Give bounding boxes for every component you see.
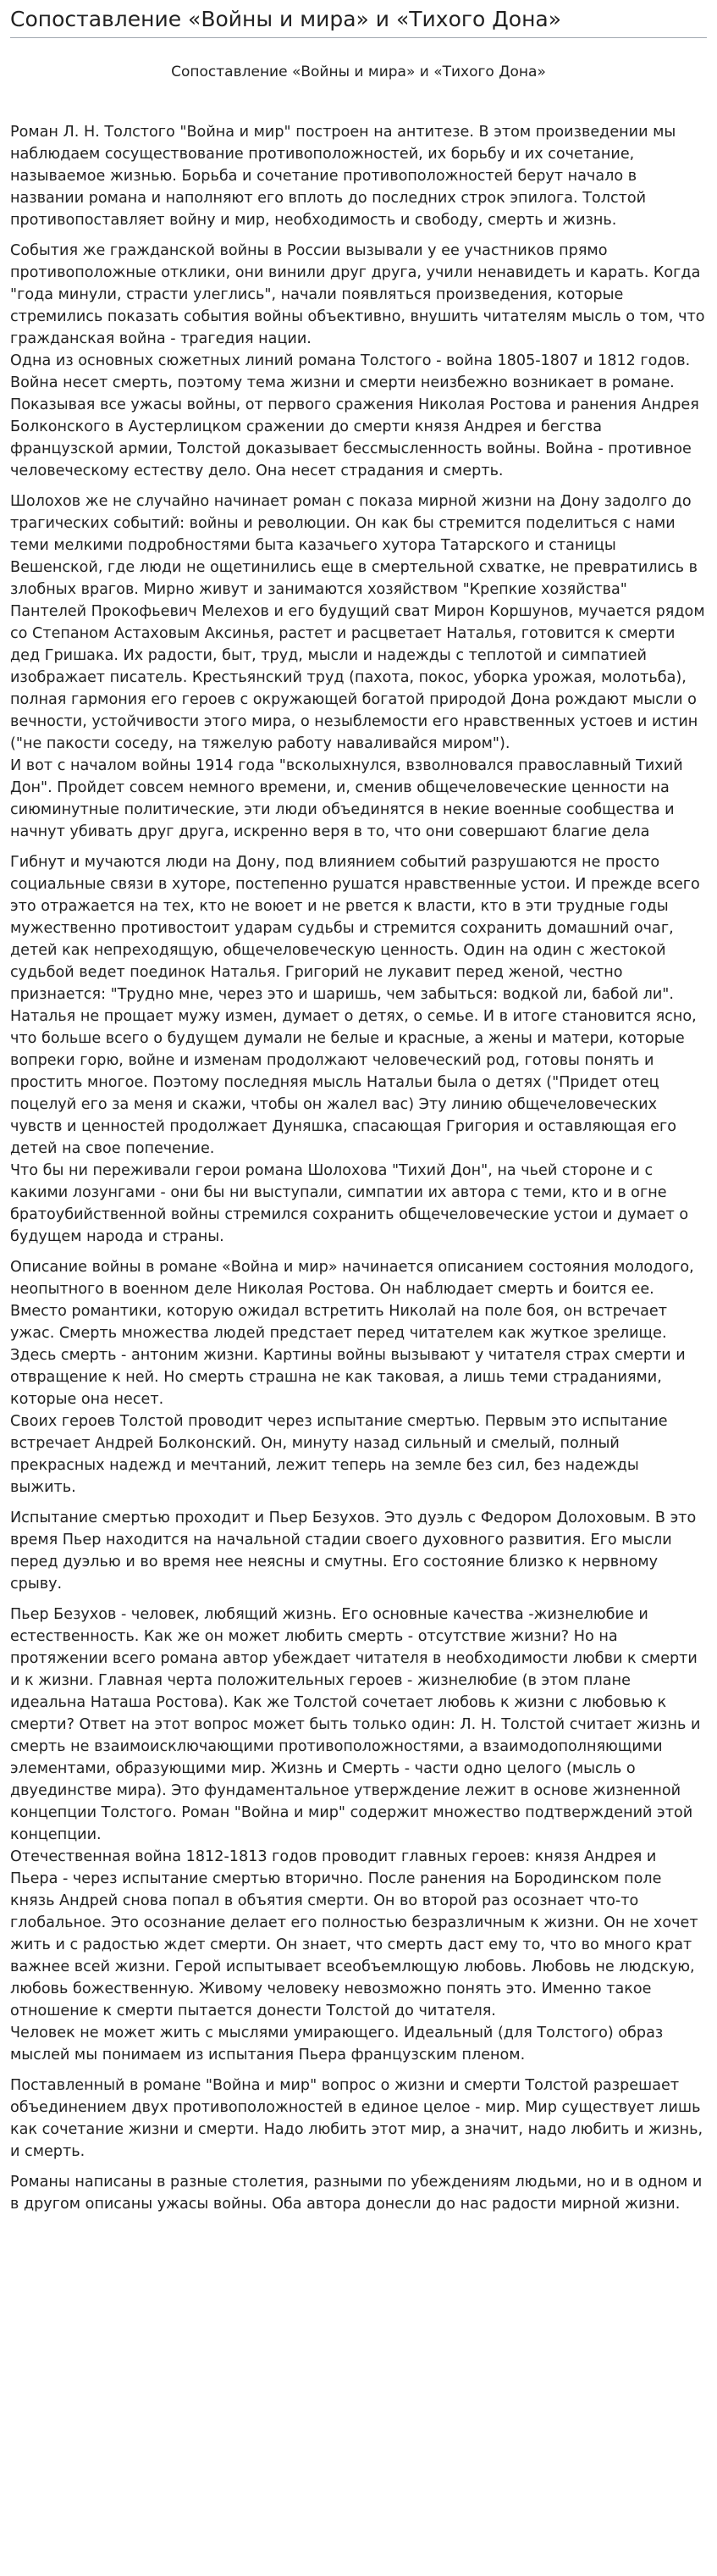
article-paragraph: Испытание смертью проходит и Пьер Безухов. Это дуэль с Федором Долоховым. В это время Пьер находится на начальной стадии своего духовного развития. Его мысли перед дуэлью и во время нее неясны и смутны. Его состояние близко к нервному срыву. (10, 1510, 697, 1593)
article-paragraph: Пьер Безухов - человек, любящий жизнь. Его основные качества -жизнелюбие и естественность. Как же он может любить смерть - отсутствие жизни? Но на протяжении всего романа автор убеждает читателя в необходимости любви к смерти и к жизни. Главная черта положительных героев - жизнелюбие (в этом плане идеальна Наташа Ростова). Как же Толстой сочетает любовь к жизни с любовью к смерти? Ответ на этот вопрос может быть только один: Л. Н. Толстой считает жизнь и смерть не взаимоисключающими противоположностями, а взаимодополняющими элементами, образующими мир. Жизнь и Смерть - части одно целого (мысль о двуединстве мира). Это фундаментальное утверждение лежит в основе жизненной концепции Толстого. Роман "Война и мир" содержит множество подтверждений этой концепции. Отечественная война 1812-1813 годов проводит главных героев: князя Андрея и Пьера - через испытание смертью вторично. После ранения на Бородинском поле князь Андрей снова попал в объятия смерти. Он во второй раз осознает что-то глобальное. Это осознание делает его полностью безразличным к жизни. Он не хочет жить и с радостью ждет смерти. Он знает, что смерть даст ему то, что во много крат важнее всей жизни. Герой испытывает всеобъемлющую любовь. Любовь не людскую, любовь божественную. Живому человеку невозможно понять это. Именно такое отношение к смерти пытается донести Толстой до читателя. Человек не может жить с мыслями умирающего. Идеальный (для Толстого) образ мыслей мы понимаем из испытания Пьера французским пленом. (10, 1606, 701, 2064)
article-paragraph: Роман Л. Н. Толстого "Война и мир" построен на антитезе. В этом произведении мы наблюдаем сосуществование противоположностей, их борьбу и их сочетание, называемое жизнью. Борьба и сочетание противоположностей берут начало в названии романа и наполняют его вплоть до последних строк эпилога. Толстой противопоставляет войну и мир, необходимость и свободу, смерть и жизнь. (10, 124, 676, 229)
article-paragraph: События же гражданской войны в России вызывали у ее участников прямо противоположные отклики, они винили друг друга, учили ненавидеть и карать. Когда "года минули, страсти улеглись", начали появляться произведения, которые стремились показать события войны объективно, внушить читателям мысль о том, что гражданская война - трагедия нации. Одна из основных сюжетных линий романа Толстого - война 1805-1807 и 1812 годов. Война несет смерть, поэтому тема жизни и смерти неизбежно возникает в романе. Показывая все ужасы войны, от первого сражения Николая Ростова и ранения Андрея Болконского в Аустерлицком сражении до смерти князя Андрея и бегства французской армии, Толстой доказывает бессмысленность войны. Война - противное человеческому естеству дело. Она несет страдания и смерть. (10, 242, 705, 479)
title-divider (10, 37, 707, 38)
article-paragraph: Гибнут и мучаются люди на Дону, под влиянием событий разрушаются не просто социальные связи в хуторе, постепенно рушатся нравственные устои. И прежде всего это отражается на тех, кто не воюет и не рвется к власти, кто в эти трудные годы мужественно противостоит ударам судьбы и стремится сохранить домашний очаг, детей как непреходящую, общечеловеческую ценность. Один на один с жестокой судьбой ведет поединок Наталья. Григорий не лукавит перед женой, честно признается: "Трудно мне, через это и шаришь, чем забыться: водкой ли, бабой ли". Наталья не прощает мужу измен, думает о детях, о семье. И в итоге становится ясно, что больше всего о будущем думали не белые и красные, а жены и матери, которые вопреки горю, войне и изменам продолжают человеческий род, готовы понять и простить многое. Поэтому последняя мысль Натальи была о детях ("Придет отец поцелуй его за меня и скажи, чтобы он жалел вас) Эту линию общечеловеческих чувств и ценностей продолжает Дуняшка, спасающая Григория и оставляющая его детей на свое попечение. Что бы ни переживали герои романа Шолохова "Тихий Дон", на чьей стороне и с какими лозунгами - они бы ни выступали, симпатии их автора с теми, кто и в огне братоубийственной войны стремился сохранить общечеловеческие устои и думает о будущем народа и страны. (10, 854, 700, 1245)
article-body (10, 121, 707, 2215)
article-paragraph: Поставленный в романе "Война и мир" вопрос о жизни и смерти Толстой разрешает объединением двух противоположностей в единое целое - мир. Мир существует лишь как сочетание жизни и смерти. Надо любить этот мир, а значит, надо любить и жизнь, и смерть. (10, 2077, 703, 2160)
page-title: Сопоставление «Войны и мира» и «Тихого Дона» (10, 7, 562, 31)
article-paragraph: Описание войны в романе «Война и мир» начинается описанием состояния молодого, неопытного в военном деле Николая Ростова. Он наблюдает смерть и боится ее. Вместо романтики, которую ожидал встретить Николай на поле боя, он встречает ужас. Смерть множества людей предстает перед читателем как жуткое зрелище. Здесь смерть - антоним жизни. Картины войны вызывают у читателя страх смерти и отвращение к ней. Но смерть страшна не как таковая, а лишь теми страданиями, которые она несет. Своих героев Толстой проводит через испытание смертью. Первым это испытание встречает Андрей Болконский. Он, минуту назад сильный и смелый, полный прекрасных надежд и мечтаний, лежит теперь на земле без сил, без надежды выжить. (10, 1259, 694, 1496)
article-subtitle: Сопоставление «Войны и мира» и «Тихого Дона» (171, 64, 546, 80)
article-paragraph: Шолохов же не случайно начинает роман с показа мирной жизни на Дону задолго до трагических событий: войны и революции. Он как бы стремится поделиться с нами теми мелкими подробностями быта казачьего хутора Татарского и станицы Вешенской, где люди не ощетинились еще в смертельной схватке, не превратились в злобных врагов. Мирно живут и занимаются хозяйством "Крепкие хозяйства" Пантелей Прокофьевич Мелехов и его будущий сват Мирон Коршунов, мучается рядом со Степаном Астаховым Аксинья, растет и расцветает Наталья, готовится к смерти дед Гришака. Их радости, быт, труд, мысли и надежды с теплотой и симпатией изображает писатель. Крестьянский труд (пахота, покос, уборка урожая, молотьба), полная гармония его героев с окружающей богатой природой Дона рождают мысли о вечности, устойчивости этого мира, о незыблемости его нравственных устоев и истин ("не пакости соседу, на тяжелую работу наваливайся миром"). И вот с началом войны 1914 года "всколыхнулся, взволновался православный Тихий Дон". Пройдет совсем немного времени, и, сменив общечеловеческие ценности на сиюминутные политические, эти люди объединятся в некие военные сообщества и начнут убивать друг друга, искренно веря в то, что они совершают благие дела (10, 493, 705, 840)
article-paragraph: Романы написаны в разные столетия, разными по убеждениям людьми, но и в одном и в другом описаны ужасы войны. Оба автора донесли до нас радости мирной жизни. (10, 2174, 703, 2213)
